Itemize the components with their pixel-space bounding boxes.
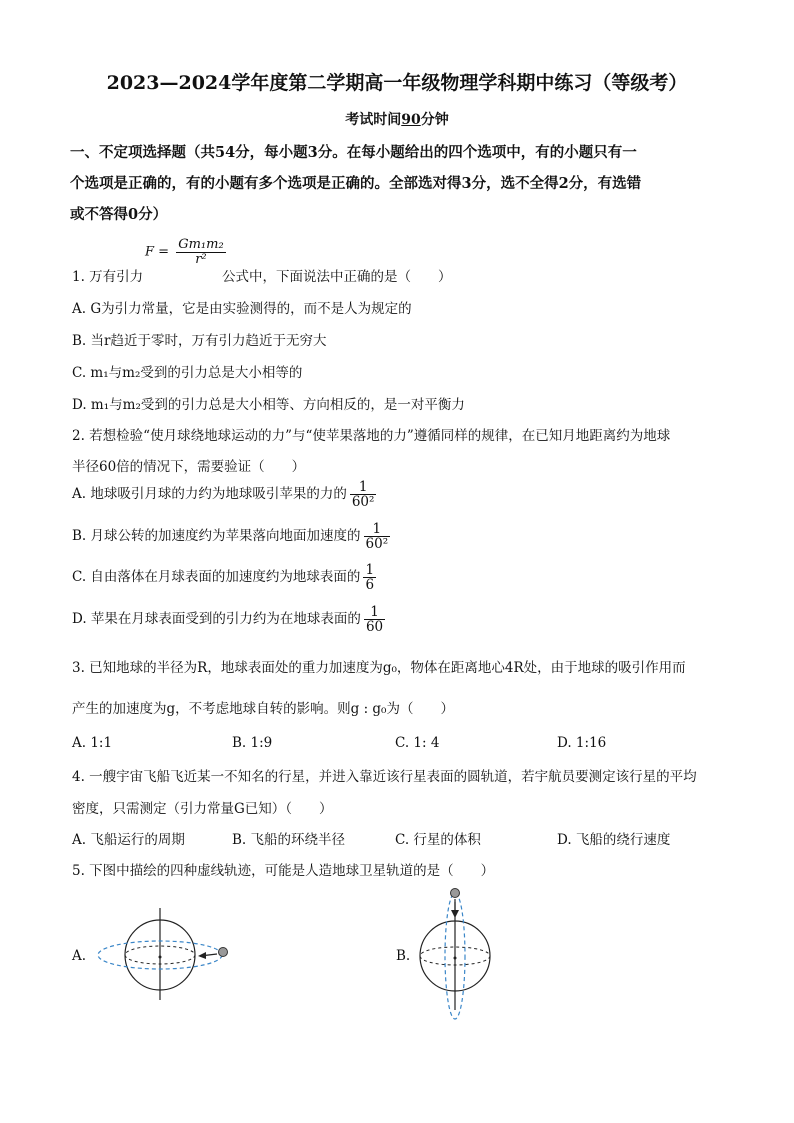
section-instructions-line-3: 或不答得0分） <box>70 206 168 223</box>
figure-a-label: A. <box>72 948 87 964</box>
fraction-denominator: 6 <box>365 577 375 594</box>
q1-prefix: 1. 万有引力 <box>72 269 144 285</box>
earth-center <box>454 957 457 960</box>
fraction-denominator: 60² <box>351 494 375 511</box>
q4-option-d: D. 飞船的绕行速度 <box>557 832 671 848</box>
fraction-denominator: 60² <box>365 536 389 553</box>
satellite <box>219 948 228 957</box>
q5-stem: 5. 下图中描绘的四种虚线轨迹，可能是人造地球卫星轨道的是（ ） <box>72 863 495 879</box>
q4-stem-line-1: 4. 一艘宇宙飞船飞近某一不知名的行星，并进入靠近该行星表面的圆轨道，若宇航员要测定该行星的平均 <box>72 769 697 785</box>
q3-option-d: D. 1:16 <box>557 735 607 751</box>
formula-lhs: F = <box>145 244 170 260</box>
q4-option-b: B. 飞船的环绕半径 <box>232 832 346 848</box>
exam-time <box>0 109 794 129</box>
q2-option-b-fraction <box>364 522 391 551</box>
exam-time-suffix: 分钟 <box>420 112 449 128</box>
fraction-numerator: 1 <box>364 522 391 537</box>
exam-time-value: 90 <box>401 112 421 128</box>
exam-time-prefix: 考试时间 <box>345 112 402 128</box>
gravity-formula <box>145 238 226 266</box>
q1-option-b: B. 当r趋近于零时，万有引力趋近于无穷大 <box>72 333 327 349</box>
section-instructions-line-2: 个选项是正确的，有的小题有多个选项是正确的。全部选对得3分，选不全得2分，有选错 <box>70 175 642 192</box>
q2-option-c <box>72 563 376 592</box>
fraction-numerator: 1 <box>365 562 375 578</box>
orbit-figure-a <box>90 900 240 1005</box>
q3-stem-line-2: 产生的加速度为g，不考虑地球自转的影响。则g : g₀为（ ） <box>72 701 454 717</box>
q2-option-a-fraction <box>350 480 377 509</box>
satellite <box>451 889 460 898</box>
q3-option-c: C. 1: 4 <box>395 735 440 751</box>
q1-option-a: A. G为引力常量，它是由实验测得的，而不是人为规定的 <box>72 301 412 317</box>
orbit-figure-b <box>410 882 500 1024</box>
q2-option-d-text: D. 苹果在月球表面受到的引力约为在地球表面的 <box>72 611 361 628</box>
formula-fraction <box>176 238 225 266</box>
q1-option-c: C. m₁与m₂受到的引力总是大小相等的 <box>72 365 303 381</box>
fraction-denominator: 60 <box>365 619 384 636</box>
q2-option-d <box>72 605 385 634</box>
q2-option-b-text: B. 月球公转的加速度约为苹果落向地面加速度的 <box>72 528 361 545</box>
figure-b-label: B. <box>396 948 411 964</box>
q2-option-a <box>72 480 376 509</box>
q1-option-d: D. m₁与m₂受到的引力总是大小相等、方向相反的，是一对平衡力 <box>72 397 465 413</box>
q2-option-c-fraction <box>363 563 376 592</box>
q3-stem-line-1: 3. 已知地球的半径为R，地球表面处的重力加速度为g₀，物体在距离地心4R处，由于地球的吸引作用而 <box>72 660 686 676</box>
q3-options <box>0 735 794 755</box>
fraction-numerator: 1 <box>350 480 377 495</box>
q2-option-b <box>72 522 390 551</box>
q4-stem-line-2: 密度，只需测定（引力常量G已知）（ ） <box>72 801 333 817</box>
q3-option-a: A. 1:1 <box>72 735 113 751</box>
q3-option-b: B. 1:9 <box>232 735 273 751</box>
earth-center <box>159 956 162 959</box>
formula-numerator: Gm₁m₂ <box>178 237 224 252</box>
q2-stem-line-1: 2. 若想检验“使月球绕地球运动的力”与“使苹果落地的力”遵循同样的规律，在已知月地距离约为地球 <box>72 428 671 444</box>
q2-option-c-text: C. 自由落体在月球表面的加速度约为地球表面的 <box>72 569 361 586</box>
q2-option-d-fraction <box>364 605 385 634</box>
q1-stem: 公式中，下面说法中正确的是（ ） <box>222 269 452 285</box>
q4-option-a: A. 飞船运行的周期 <box>72 832 185 848</box>
q2-stem-line-2: 半径60倍的情况下，需要验证（ ） <box>72 459 306 475</box>
velocity-arrowhead <box>198 952 206 959</box>
q4-option-c: C. 行星的体积 <box>395 832 481 848</box>
formula-denominator: r² <box>195 251 207 267</box>
q4-options <box>0 828 794 848</box>
q2-option-a-text: A. 地球吸引月球的力约为地球吸引苹果的力的 <box>72 486 347 503</box>
fraction-numerator: 1 <box>364 605 385 620</box>
page-title: 2023—2024学年度第二学期高一年级物理学科期中练习（等级考） <box>106 72 688 94</box>
section-instructions-line-1: 一、不定项选择题（共54分，每小题3分。在每小题给出的四个选项中，有的小题只有一 <box>70 144 637 161</box>
velocity-arrowhead <box>451 910 459 918</box>
